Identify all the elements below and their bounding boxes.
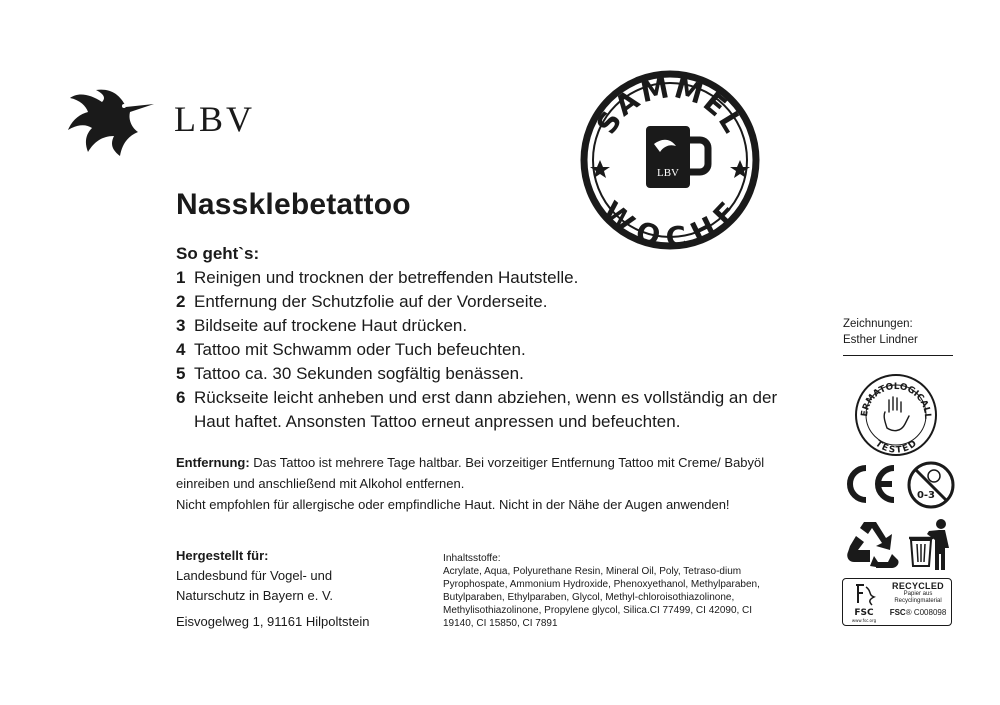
fsc-sub2: Recyclingmaterial (894, 598, 942, 604)
manufacturer-name-line2: Naturschutz in Bayern e. V. (176, 588, 334, 603)
fsc-recycled-text: RECYCLED (892, 581, 944, 591)
instructions-heading: So geht`s: (176, 244, 260, 263)
credits-label: Zeichnungen: (843, 318, 913, 330)
step-item: 3 Bildseite auf trockene Haut drücken. (176, 316, 468, 335)
fsc-logo-icon (846, 581, 882, 625)
hand-icon (884, 397, 909, 431)
manufacturer-name-line1: Landesbund für Vogel- und (176, 568, 333, 583)
dermatologically-tested-badge (853, 372, 939, 458)
credits-name: Esther Lindner (843, 334, 918, 346)
step-item: 6 Rückseite leicht anheben und erst dann abziehen, wenn es vollständig an der Haut haftet. Ansonsten Tattoo erneut anpressen und befeuchten. (176, 388, 778, 431)
step-item: 1 Reinigen und trocknen der betreffenden Hautstelle. (176, 268, 579, 287)
recycle-icon (842, 516, 902, 572)
removal-section (176, 452, 816, 515)
mug-icon (646, 126, 708, 188)
stamp-bottom-text: WOCHE (595, 194, 746, 252)
age-label: 0-3 (916, 490, 936, 501)
tidyman-bin-icon (905, 516, 955, 572)
fsc-sub1: Papier aus (903, 591, 933, 597)
mug-label: LBV (657, 167, 679, 179)
manufacturer-info (176, 546, 416, 632)
sammelwoche-stamp (578, 68, 762, 252)
svg-text:TESTED: TESTED (873, 438, 919, 456)
divider (843, 355, 953, 356)
removal-label: Entfernung: (176, 455, 250, 470)
removal-text: Entfernung: Das Tattoo ist mehrere Tage haltbar. Bei vorzeitiger Entfernung Tattoo mit Creme/ Babyöl einreiben und anschließend mit Alkohol entfernen. (176, 455, 765, 491)
skin-warning: Nicht empfohlen für allergische oder empfindliche Haut. Nicht in der Nähe der Augen anwenden! (176, 497, 730, 512)
ingredients-list: Acrylate, Aqua, Polyurethane Resin, Mineral Oil, Poly, Tetraso-dium Pyrophospate, Ammonium Hydroxide, Phenoxyethanol, Methylparaben, Butylparaben, Ethylparaben, Glycol, Methyl-chloroisothiazolinone, Methylisothiazolinone, Propylene glycol, Silica.CI 77499, CI 42090, CI 19140, CI 15850, CI 7891 (443, 566, 760, 629)
lbv-logo (66, 80, 266, 160)
age-warning-icon (906, 460, 956, 510)
fsc-code: FSC® C008098 (889, 608, 947, 617)
step-item: 2 Entfernung der Schutzfolie auf der Vorderseite. (176, 292, 548, 311)
ce-mark-icon (842, 462, 898, 506)
instruction-steps (176, 266, 796, 434)
step-item: 4 Tattoo mit Schwamm oder Tuch befeuchten. (176, 340, 526, 359)
svg-text:DERMATOLOGICALLY: ERMATOLOGICALL (859, 381, 933, 419)
manufacturer-address: Eisvogelweg 1, 91161 Hilpoltstein (176, 614, 370, 629)
logo-text: LBV (174, 99, 255, 139)
manufacturer-label: Hergestellt für: (176, 548, 269, 563)
ingredients-section (443, 552, 783, 630)
fsc-recycled-label (842, 578, 954, 628)
stamp-top-text: SAMMEL (589, 70, 751, 140)
kingfisher-icon (66, 80, 166, 160)
ingredients-label: Inhaltsstoffe: (443, 553, 501, 564)
svg-text:WOCHE (596, 194, 745, 252)
step-item: 5 Tattoo ca. 30 Sekunden sogfältig benässen. (176, 364, 524, 383)
page-title: Nassklebetattoo (176, 188, 411, 221)
svg-text:www.fsc.org: www.fsc.org (851, 618, 877, 623)
svg-text:FSC: FSC (854, 608, 874, 618)
illustration-credits (843, 316, 955, 356)
